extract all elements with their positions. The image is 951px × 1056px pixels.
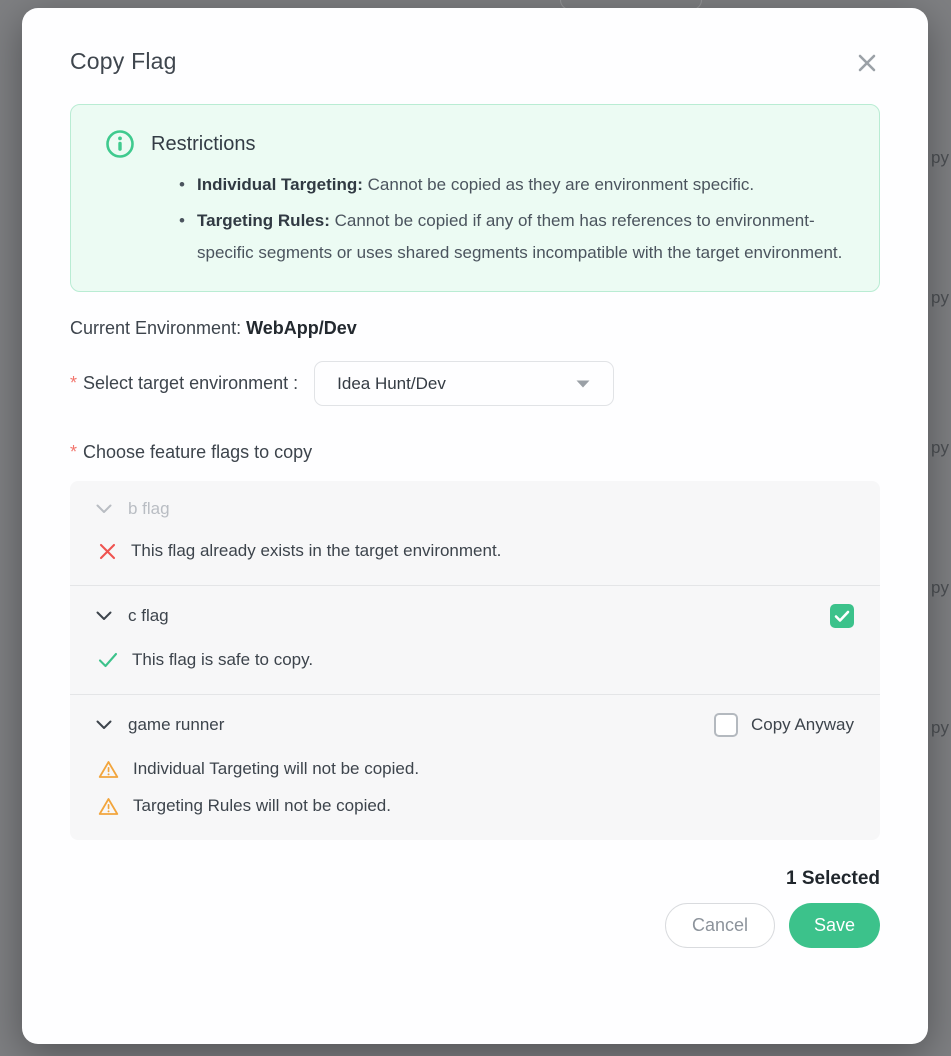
- required-asterisk: *: [70, 373, 78, 393]
- flag-header[interactable]: [96, 499, 854, 519]
- restrictions-header: [105, 129, 845, 159]
- flag-section-b-flag: [70, 481, 880, 585]
- flag-message: [98, 796, 854, 816]
- flag-header[interactable]: [96, 713, 854, 737]
- flag-message-text: Individual Targeting will not be copied.: [133, 759, 420, 778]
- flag-name: c flag: [128, 606, 169, 625]
- dropdown-caret-icon: [575, 379, 591, 389]
- choose-flags-label: Choose feature flags to copy: [83, 442, 313, 462]
- copy-anyway-label[interactable]: Copy Anyway: [751, 715, 854, 734]
- copy-anyway-checkbox[interactable]: [714, 713, 738, 737]
- target-environment-select[interactable]: [314, 361, 614, 406]
- restrictions-list: [179, 169, 845, 269]
- flag-message-text: This flag is safe to copy.: [132, 650, 314, 669]
- close-button[interactable]: [854, 50, 880, 76]
- current-environment-label: Current Environment:: [70, 318, 242, 338]
- flag-list: [70, 481, 880, 840]
- info-icon: [105, 129, 135, 159]
- flag-section-c-flag: [70, 585, 880, 694]
- chevron-down-icon[interactable]: [96, 720, 112, 730]
- restriction-item-label: Targeting Rules:: [197, 211, 330, 230]
- flag-message: [98, 759, 854, 779]
- flag-section-game-runner: [70, 694, 880, 840]
- current-environment-value: WebApp/Dev: [246, 318, 357, 338]
- restriction-item-label: Individual Targeting:: [197, 175, 363, 194]
- dialog-title: Copy Flag: [70, 48, 177, 74]
- background-text-fragment: py: [931, 438, 949, 457]
- restrictions-title: Restrictions: [151, 132, 256, 155]
- flag-header[interactable]: [96, 604, 854, 628]
- chevron-down-icon[interactable]: [96, 504, 112, 514]
- flag-message-text: This flag already exists in the target environment.: [131, 541, 502, 560]
- restriction-item-text: Cannot be copied as they are environment specific.: [362, 175, 755, 194]
- flag-name: b flag: [128, 499, 170, 518]
- restrictions-banner: [70, 104, 880, 292]
- selected-count: 1 Selected: [786, 868, 880, 889]
- close-icon: [856, 52, 878, 74]
- warning-icon: [98, 797, 119, 816]
- required-asterisk: *: [70, 442, 78, 462]
- chevron-down-icon[interactable]: [96, 611, 112, 621]
- warning-icon: [98, 760, 119, 779]
- background-text-fragment: py: [931, 288, 949, 307]
- cancel-button[interactable]: Cancel: [665, 903, 775, 948]
- choose-flags-row: [70, 442, 880, 463]
- flag-message: [98, 541, 854, 561]
- target-environment-label: Select target environment :: [83, 373, 299, 393]
- dialog-header: [70, 48, 880, 76]
- restriction-item: [179, 169, 845, 201]
- dialog-footer: [70, 868, 880, 948]
- copy-flag-dialog: [22, 8, 928, 1044]
- success-check-icon: [98, 652, 118, 668]
- flag-checkbox[interactable]: [830, 604, 854, 628]
- flag-message-text: Targeting Rules will not be copied.: [133, 796, 391, 815]
- flag-message: [98, 650, 854, 670]
- error-x-icon: [98, 542, 117, 561]
- restriction-item: [179, 205, 845, 269]
- background-text-fragment: py: [931, 148, 949, 167]
- current-environment: [70, 318, 880, 339]
- footer-buttons: [70, 903, 880, 948]
- restriction-item-text: Cannot be copied if any of them has references to environment-specific segments or uses shared segments incompatible with the target environment.: [197, 211, 843, 262]
- target-environment-selected-value: Idea Hunt/Dev: [337, 373, 446, 393]
- background-text-fragment: py: [931, 578, 949, 597]
- save-button[interactable]: Save: [789, 903, 880, 948]
- background-text-fragment: py: [931, 718, 949, 737]
- flag-name: game runner: [128, 715, 225, 734]
- target-environment-row: [70, 361, 880, 406]
